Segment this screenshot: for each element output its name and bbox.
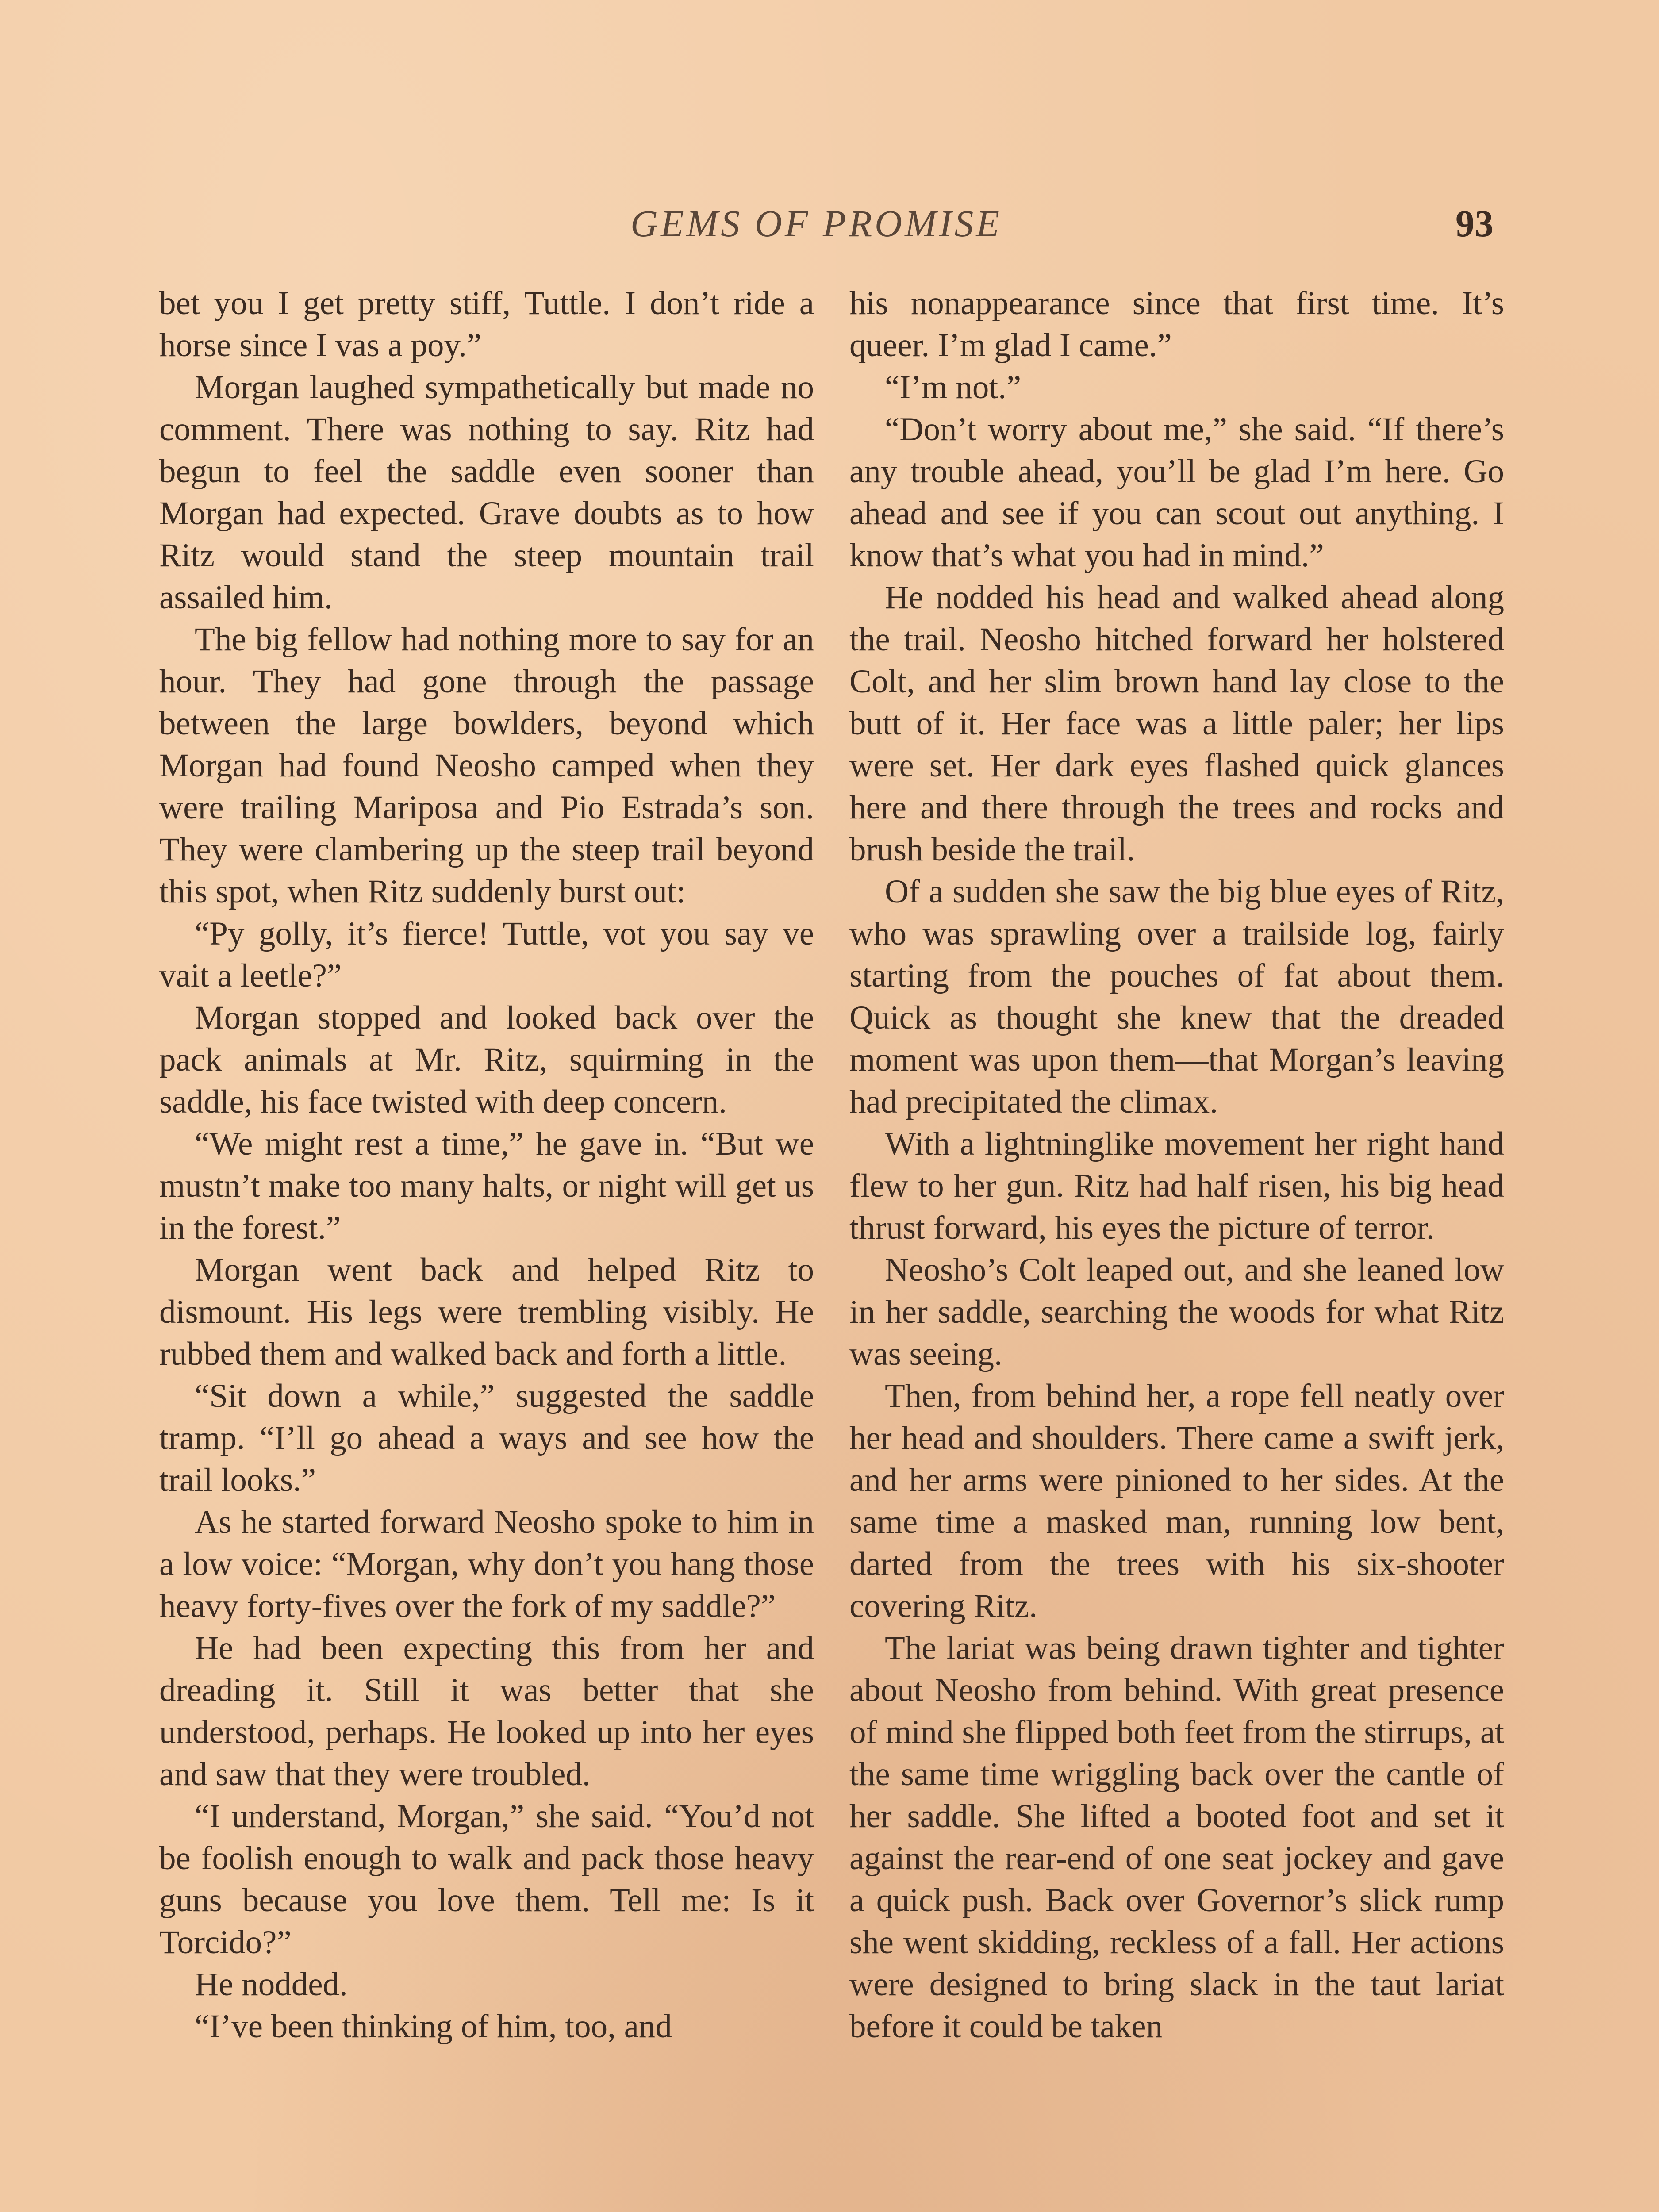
paragraph: “Py golly, it’s fierce! Tuttle, vot you say ve vait a leetle?” [159,915,814,994]
paragraph: He nodded. [195,1966,348,2003]
paragraph: Of a sudden she saw the big blue eyes of Ritz, who was sprawling over a trailside log, fairly starting from the pouches of fat about them. Quick as thought she knew that the dreaded moment was upon them—that Morgan’s leaving had precipitated the climax. [849,873,1504,1120]
left-column [159,282,814,2047]
paragraph: The lariat was being drawn tighter and tighter about Neosho from behind. With great presence of mind she flipped both feet from the stirrups, at the same time wriggling back over the cantle of her saddle. She lifted a booted foot and set it against the rear-end of one seat jockey and gave a quick push. Back over Governor’s slick rump she went skidding, reckless of a fall. Her actions were designed to bring slack in the taut lariat before it could be taken [849,1630,1504,2045]
page-number: 93 [1455,202,1494,245]
paragraph: With a lightninglike movement her right hand flew to her gun. Ritz had half risen, his big head thrust forward, his eyes the picture of terror. [849,1125,1504,1246]
paragraph: bet you I get pretty stiff, Tuttle. I don’t ride a horse since I vas a poy.” [159,285,814,364]
paragraph: Morgan stopped and looked back over the pack animals at Mr. Ritz, squirming in the saddle, his face twisted with deep concern. [159,999,814,1120]
paragraph: Morgan laughed sympathetically but made no comment. There was nothing to say. Ritz had begun to feel the saddle even sooner than Morgan had expected. Grave doubts as to how Ritz would stand the steep mountain trail assailed him. [159,369,814,616]
paragraph: Morgan went back and helped Ritz to dismount. His legs were trembling visibly. He rubbed them and walked back and forth a little. [159,1252,814,1372]
paragraph: As he started forward Neosho spoke to him in a low voice: “Morgan, why don’t you hang those heavy forty-fives over the fork of my saddle?” [159,1504,814,1624]
paragraph: “I’m not.” [885,369,1022,406]
right-column [849,282,1504,2047]
paragraph: his nonappearance since that first time. It’s queer. I’m glad I came.” [849,285,1504,364]
paragraph: “Don’t worry about me,” she said. “If there’s any trouble ahead, you’ll be glad I’m here. Go ahead and see if you can scout out anything. I know that’s what you had in mind.” [849,411,1504,574]
paragraph: Neosho’s Colt leaped out, and she leaned low in her saddle, searching the woods for what Ritz was seeing. [849,1252,1504,1372]
paragraph: “I’ve been thinking of him, too, and [195,2008,672,2045]
paragraph: The big fellow had nothing more to say for an hour. They had gone through the passage between the large bowlders, beyond which Morgan had found Neosho camped when they were trailing Mariposa and Pio Estrada’s son. They were clambering up the steep trail beyond this spot, when Ritz suddenly burst out: [159,621,814,910]
paragraph: He nodded his head and walked ahead along the trail. Neosho hitched forward her holstered Colt, and her slim brown hand lay close to the butt of it. Her face was a little paler; her lips were set. Her dark eyes flashed quick glances here and there through the trees and rocks and brush beside the trail. [849,579,1504,868]
paragraph: “I understand, Morgan,” she said. “You’d not be foolish enough to walk and pack those heavy guns because you love them. Tell me: Is it Torcido?” [159,1798,814,1961]
paragraph: “We might rest a time,” he gave in. “But we mustn’t make too many halts, or night will get us in the forest.” [159,1125,814,1246]
running-title: GEMS OF PROMISE [630,202,1002,245]
paragraph: Then, from behind her, a rope fell neatly over her head and shoulders. There came a swift jerk, and her arms were pinioned to her sides. At the same time a masked man, running low bent, darted from the trees with his six-shooter covering Ritz. [849,1378,1504,1624]
paragraph: He had been expecting this from her and dreading it. Still it was better that she understood, perhaps. He looked up into her eyes and saw that they were troubled. [159,1630,814,1793]
paragraph: “Sit down a while,” suggested the saddle tramp. “I’ll go ahead a ways and see how the trail looks.” [159,1378,814,1498]
